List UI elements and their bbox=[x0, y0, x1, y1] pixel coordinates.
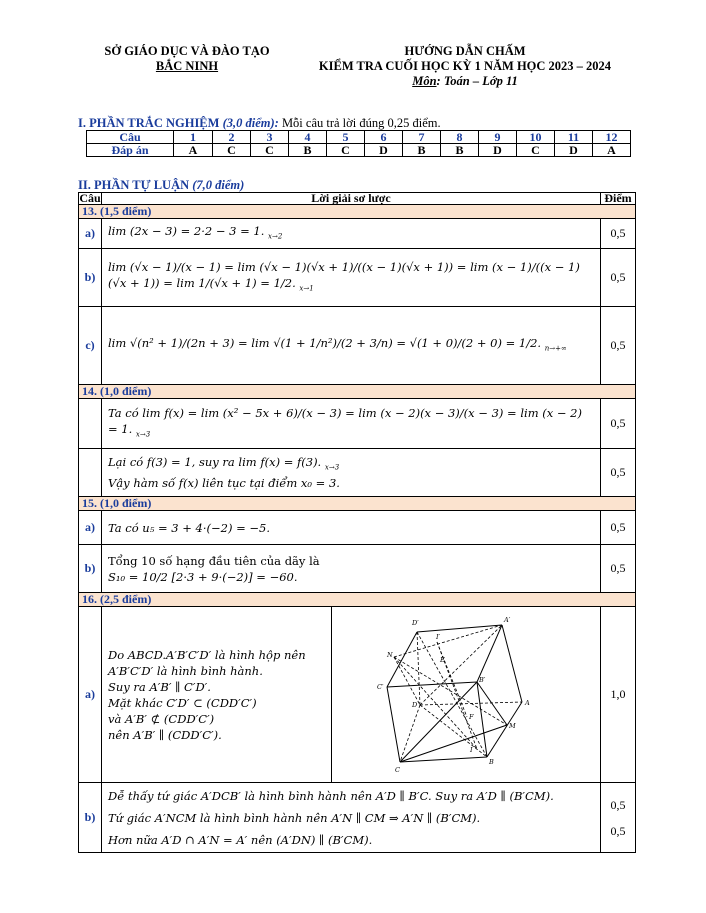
q15a-row: a) Ta có u₅ = 3 + 4·(−2) = −5. 0,5 bbox=[79, 511, 636, 545]
label-i: I bbox=[470, 746, 473, 754]
essay-header-row: Câu Lời giải sơ lược Điểm bbox=[79, 193, 636, 205]
q14-row2: Lại có f(3) = 1, suy ra lim f(x) = f(3). $_{x\to 3}$ Vậy hàm số f(x) liên tục tại điểm x₀ = 3. 0,5 bbox=[79, 449, 636, 497]
label-c: C bbox=[395, 766, 400, 774]
part1-title: I. PHẦN TRẮC NGHIỆM (3,0 điểm): Mỗi câu trả lời đúng 0,25 điểm. bbox=[78, 116, 441, 130]
q13a-solution: lim (2x − 3) = 2·2 − 3 = 1. $_{x\to 2}$ bbox=[102, 219, 601, 249]
label-b-prime: B′ bbox=[479, 676, 486, 684]
q16b-solution: Dễ thấy tứ giác A′DCB′ là hình bình hành nên A′D ∥ B′C. Suy ra A′D ∥ (B′CM). Tứ giác A′NCM là hình bình hành nên A′N ∥ CM ⇒ A′N ∥ (B′CM). Hơn nữa A′D ∩ A′N = A′ nên (A′DN) ∥ (B′CM). bbox=[102, 783, 601, 853]
province-name: BẮC NINH bbox=[155, 59, 219, 73]
q14-header: 14. (1,0 điểm) bbox=[79, 385, 636, 399]
label-i-prime: I′ bbox=[436, 633, 441, 641]
q15a-solution: Ta có u₅ = 3 + 4·(−2) = −5. bbox=[102, 511, 601, 545]
document-header bbox=[295, 44, 635, 89]
q13a-row: a) lim (2x − 3) = 2·2 − 3 = 1. $_{x\to 2}$ 0,5 bbox=[79, 219, 636, 249]
label-c-prime: C′ bbox=[377, 683, 384, 691]
subject-line: Môn: Toán – Lớp 11 bbox=[412, 74, 518, 88]
q13c-solution: lim √(n² + 1)/(2n + 3) = lim √(1 + 1/n²)/(2 + 3/n) = √(1 + 0)/(2 + 0) = 1/2. $_{n\to+\infty}$ bbox=[102, 307, 601, 385]
label-d-prime: D′ bbox=[412, 619, 419, 627]
part2-title: II. PHẦN TỰ LUẬN (7,0 điểm) bbox=[78, 178, 245, 192]
q16b-row: b) Dễ thấy tứ giác A′DCB′ là hình bình hành nên A′D ∥ B′C. Suy ra A′D ∥ (B′CM). Tứ giác A′NCM là hình bình hành nên A′N ∥ CM ⇒ A′N ∥ (B′CM). Hơn nữa A′D ∩ A′N = A′ nên (A′DN) ∥ (B′CM). 0,5 0,5 bbox=[79, 783, 636, 853]
figure-svg bbox=[332, 607, 587, 782]
q15b-solution: Tổng 10 số hạng đầu tiên của dãy là S₁₀ = 10/2 [2·3 + 9·(−2)] = −60. bbox=[102, 545, 601, 593]
department-header bbox=[92, 44, 282, 74]
exam-title: KIỂM TRA CUỐI HỌC KỲ 1 NĂM HỌC 2023 – 2024 bbox=[318, 59, 612, 73]
label-n: N bbox=[387, 651, 393, 659]
q13-header: 13. (1,5 điểm) bbox=[79, 205, 636, 219]
q16-header: 16. (2,5 điểm) bbox=[79, 593, 636, 607]
q15b-row: b) Tổng 10 số hạng đầu tiên của dãy là S₁₀ = 10/2 [2·3 + 9·(−2)] = −60. 0,5 bbox=[79, 545, 636, 593]
label-e: E bbox=[440, 656, 445, 664]
label-b: B bbox=[489, 758, 494, 766]
q16a-solution: Do ABCD.A′B′C′D′ là hình hộp nên A′B′C′D′ là hình bình hành. Suy ra A′B′ ∥ C′D′. Mặt khác C′D′ ⊂ (CDD′C′) và A′B′ ⊄ (CDD′C′) nên A′B′ ∥ (CDD′C′). bbox=[102, 607, 332, 782]
label-a-prime: A′ bbox=[504, 616, 511, 624]
q13c-row: c) lim √(n² + 1)/(2n + 3) = lim √(1 + 1/n²)/(2 + 3/n) = √(1 + 0)/(2 + 0) = 1/2. $_{n\to+\infty}$ 0,5 bbox=[79, 307, 636, 385]
label-f: F bbox=[469, 713, 474, 721]
q13b-solution: lim (√x − 1)/(x − 1) = lim (√x − 1)(√x + 1)/((x − 1)(√x + 1)) = lim (x − 1)/((x − 1)(√x + 1)) = lim 1/(√x + 1) = 1/2. $_{x\to 1}$ bbox=[102, 249, 601, 307]
department-name: SỞ GIÁO DỤC VÀ ĐÀO TẠO bbox=[104, 44, 270, 58]
q13b-row: b) lim (√x − 1)/(x − 1) = lim (√x − 1)(√x + 1)/((x − 1)(√x + 1)) = lim (x − 1)/((x − 1)(√x + 1)) = lim 1/(√x + 1) = 1/2. $_{x\to 1}$ 0,5 bbox=[79, 249, 636, 307]
q15-header: 15. (1,0 điểm) bbox=[79, 497, 636, 511]
document-title: HƯỚNG DẪN CHẤM bbox=[404, 44, 526, 58]
q14-row1: Ta có lim f(x) = lim (x² − 5x + 6)/(x − 3) = lim (x − 2)(x − 3)/(x − 3) = lim (x − 2) = 1. $_{x\to 3}$ 0,5 bbox=[79, 399, 636, 449]
parallelepiped-figure bbox=[332, 607, 600, 782]
label-d: D bbox=[412, 701, 418, 709]
q14-step2: Lại có f(3) = 1, suy ra lim f(x) = f(3). $_{x\to 3}$ Vậy hàm số f(x) liên tục tại điểm x₀ = 3. bbox=[102, 449, 601, 497]
label-m: M bbox=[509, 722, 516, 730]
question-row: Câu 1 2 3 4 5 6 7 8 9 10 11 12 bbox=[87, 131, 631, 144]
answer-row: Đáp án A C C B C D B B D C D A bbox=[87, 144, 631, 157]
essay-table bbox=[78, 192, 636, 853]
q16a-row: a) Do ABCD.A′B′C′D′ là hình hộp nên A′B′C′D′ là hình bình hành. Suy ra A′B′ ∥ C′D′. Mặt khác C′D′ ⊂ (CDD′C′) và A′B′ ⊄ (CDD′C′) nên A′B′ ∥ (CDD′C′). D′ A′ N I′ E C′ B′ D A F M I C B 1,0 bbox=[79, 607, 636, 783]
label-a: A bbox=[525, 699, 530, 707]
q14-step1: Ta có lim f(x) = lim (x² − 5x + 6)/(x − 3) = lim (x − 2)(x − 3)/(x − 3) = lim (x − 2) = 1. $_{x\to 3}$ bbox=[102, 399, 601, 449]
multiple-choice-table bbox=[86, 130, 631, 157]
